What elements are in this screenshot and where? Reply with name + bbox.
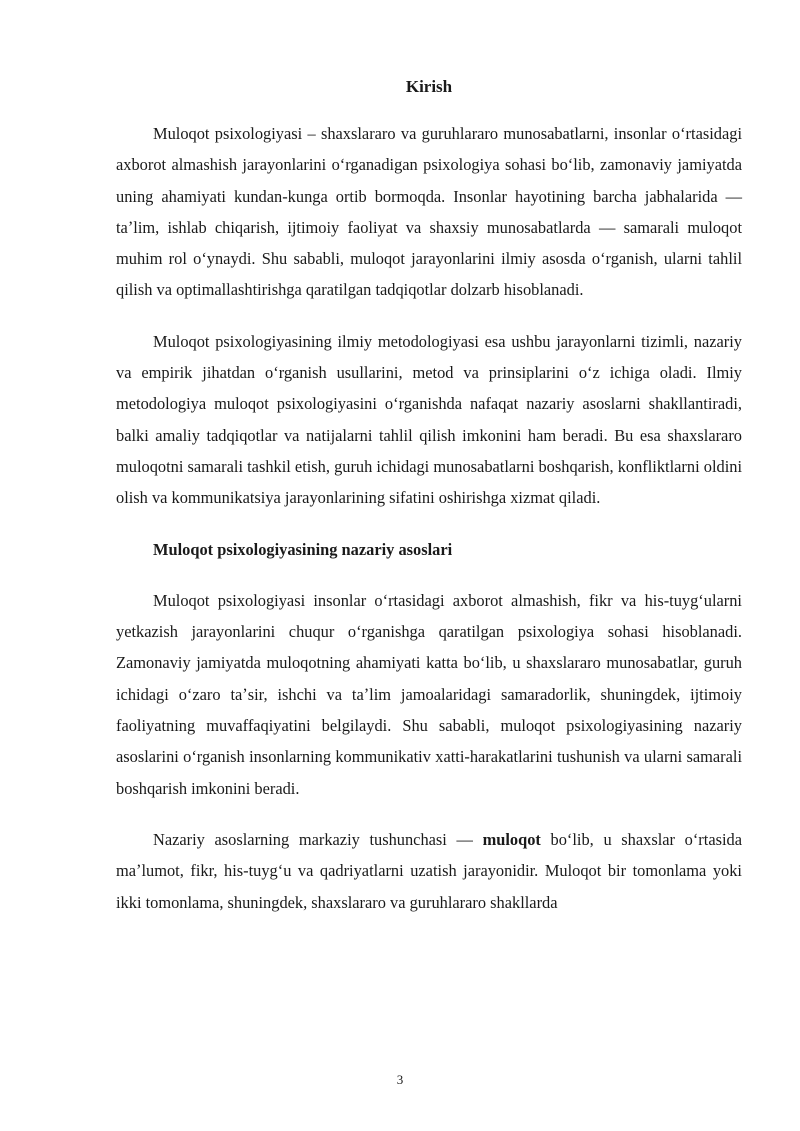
paragraph: Muloqot psixologiyasi – shaxslararo va guruhlararo munosabatlarni, insonlar oʻrtasidagi axborot almashish jarayonlarini oʻrganadigan psixologiya sohasi boʻlib, zamonaviy jamiyatda uning ahamiyati kundan-kunga ortib bormoqda. Insonlar hayotining barcha jabhalarida — taʼlim, ishlab chiqarish, ijtimoiy faoliyat va shaxsiy munosabatlarda — samarali muloqot muhim rol oʻynaydi. Shu sababli, muloqot jarayonlarini ilmiy asosda oʻrganish, ularni tahlil qilish va optimallashtirishga qaratilgan tadqiqotlar dolzarb hisoblanadi. [116, 124, 742, 300]
subsection-heading: Muloqot psixologiyasining nazariy asoslari [153, 539, 453, 559]
paragraph: Muloqot psixologiyasi insonlar oʻrtasidagi axborot almashish, fikr va his-tuygʻularni yetkazish jarayonlarini chuqur oʻrganishga qaratilgan psixologiya sohasi hisoblanadi. Zamonaviy jamiyatda muloqotning ahamiyati katta boʻlib, u shaxslararo munosabatlar, guruh ichidagi oʻzaro taʼsir, ishchi va taʼlim jamoalaridagi samaradorlik, shuningdek, ijtimoiy faoliyatning muvaffaqiyatini belgilaydi. Shu sababli, muloqot psixologiyasining nazariy asoslarini oʻrganish insonlarning kommunikativ xatti-harakatlarini tushunish va ularni samarali boshqarish imkonini beradi. [116, 590, 742, 798]
bold-term: muloqot [482, 829, 541, 849]
section-title: Kirish [405, 77, 453, 96]
paragraph-text: boʻlib, u shaxslar oʻrtasida maʼlumot, fikr, his-tuygʻu va qadriyatlarni uzatish jarayonidir. Muloqot bir tomonlama yoki ikki tomonlama, shuningdek, shaxslararo va guruhlararo shakllarda [116, 829, 742, 912]
paragraph: Muloqot psixologiyasining ilmiy metodologiyasi esa ushbu jarayonlarni tizimli, nazariy va empirik jihatdan oʻrganish usullarini, metod va prinsiplarini oʻz ichiga oladi. Ilmiy metodologiya muloqot psixologiyasini oʻrganishda nafaqat nazariy asoslarni shakllantiradi, balki amaliy tadqiqotlar va natijalarni tahlil qilish imkonini ham beradi. Bu esa shaxslararo muloqotni samarali tashkil etish, guruh ichidagi munosabatlarni boshqarish, konfliktlarni oldini olish va kommunikatsiya jarayonlarining sifatini oshirishga xizmat qiladi. [116, 331, 742, 508]
page-number: 3 [396, 1072, 404, 1087]
paragraph-text: Nazariy asoslarning markaziy tushunchasi — [153, 829, 483, 849]
paragraph [116, 824, 742, 918]
document-page [116, 76, 742, 938]
